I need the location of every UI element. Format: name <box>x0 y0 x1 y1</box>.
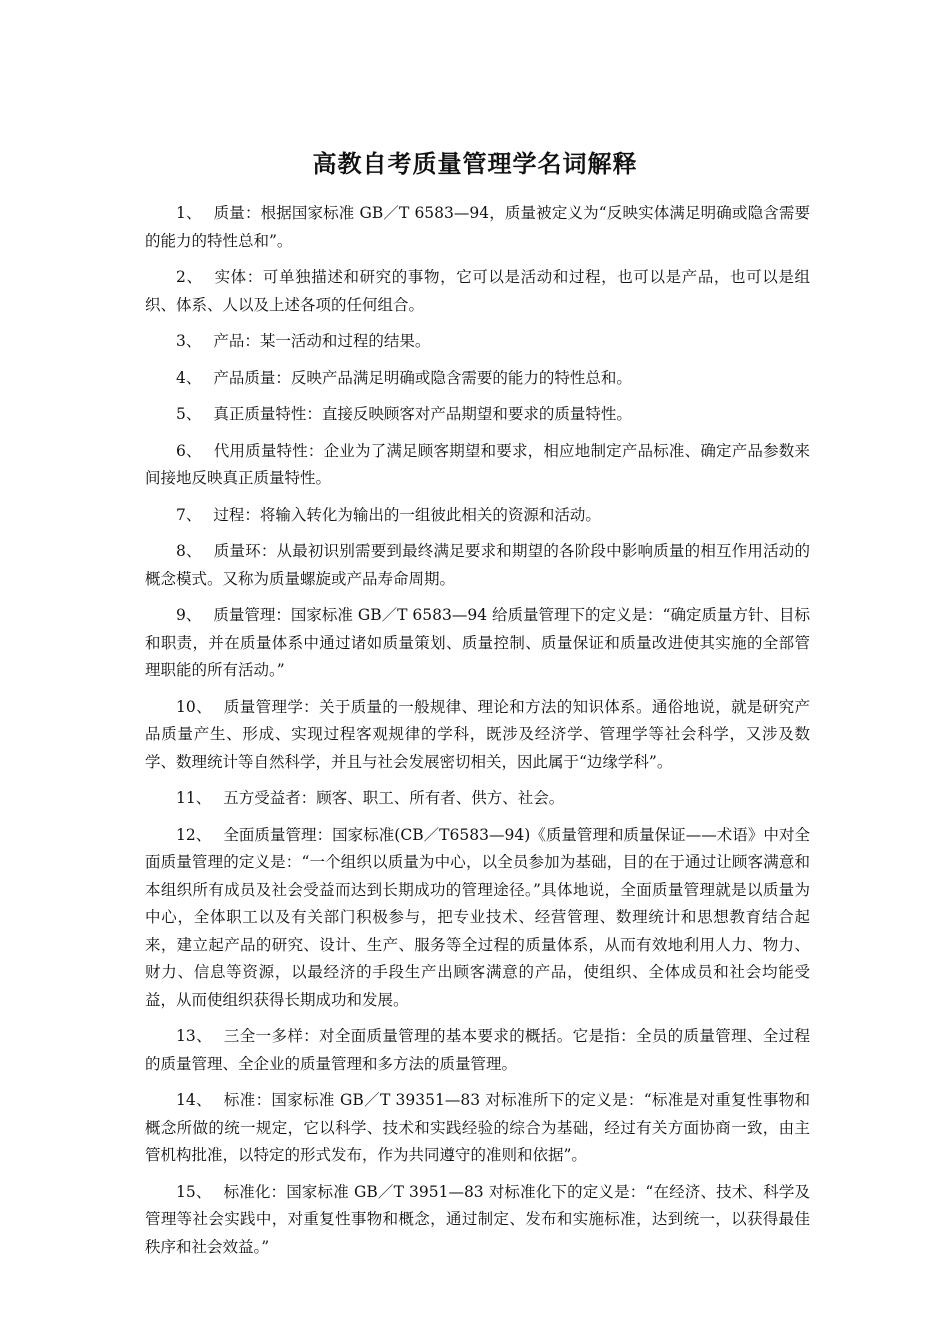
entry-text: 五方受益者：顾客、职工、所有者、供方、社会。 <box>223 789 565 807</box>
entry-4 <box>145 365 810 393</box>
entry-8 <box>145 538 810 593</box>
entry-text: 代用质量特性：企业为了满足顾客期望和要求，相应地制定产品标准、确定产品参数来间接地反映真正质量特性。 <box>145 441 810 487</box>
entry-number: 14、 <box>176 1091 212 1109</box>
document-title: 高教自考质量管理学名词解释 <box>312 150 638 178</box>
entry-6 <box>145 438 810 493</box>
entry-list <box>145 200 810 1270</box>
entry-10 <box>145 694 810 777</box>
entry-text: 三全一多样：对全面质量管理的基本要求的概括。它是指：全员的质量管理、全过程的质量管理、全企业的质量管理和多方法的质量管理。 <box>145 1027 810 1073</box>
entry-15 <box>145 1179 810 1262</box>
entry-13 <box>145 1023 810 1078</box>
entry-14 <box>145 1087 810 1170</box>
entry-number: 3、 <box>176 332 202 350</box>
entry-number: 8、 <box>176 542 202 560</box>
entry-number: 9、 <box>176 606 202 624</box>
entry-number: 2、 <box>176 268 203 286</box>
entry-text: 质量管理学：关于质量的一般规律、理论和方法的知识体系。通俗地说，就是研究产品质量产生、形成、实现过程客观规律的学科，既涉及经济学、管理学等社会科学，又涉及数学、数理统计等自然科学，并且与社会发展密切相关，因此属于“边缘学科”。 <box>145 697 810 771</box>
entry-number: 5、 <box>176 405 202 423</box>
entry-text: 标准：国家标准 GB／T 39351—83 对标准所下的定义是：“标准是对重复性事物和概念所做的统一规定，它以科学、技术和实践经验的综合为基础，经过有关方面协商一致，由主管机构批准，以特定的形式发布，作为共同遵守的准则和依据”。 <box>145 1091 810 1164</box>
entry-number: 6、 <box>176 441 202 460</box>
entry-text: 产品：某一活动和过程的结果。 <box>213 332 431 350</box>
entry-9 <box>145 602 810 685</box>
entry-number: 11、 <box>176 789 212 807</box>
entry-number: 7、 <box>176 505 202 524</box>
entry-1 <box>145 200 810 255</box>
entry-text: 真正质量特性：直接反映顾客对产品期望和要求的质量特性。 <box>213 405 632 423</box>
entry-number: 10、 <box>176 697 212 716</box>
entry-number: 13、 <box>176 1027 212 1045</box>
entry-text: 标准化：国家标准 GB／T 3951—83 对标准化下的定义是：“在经济、技术、科学及管理等社会实践中，对重复性事物和概念，通过制定、发布和实施标准，达到统一，以获得最佳秩序和社会效益。” <box>145 1182 810 1256</box>
entry-2 <box>145 264 810 319</box>
entry-number: 4、 <box>176 368 202 387</box>
entry-text: 实体：可单独描述和研究的事物，它可以是活动和过程，也可以是产品，也可以是组织、体系、人以及上述各项的任何组合。 <box>145 268 810 314</box>
entry-text: 质量：根据国家标准 GB／T 6583—94，质量被定义为“反映实体满足明确或隐含需要的能力的特性总和”。 <box>145 204 810 250</box>
entry-11 <box>145 785 810 813</box>
entry-text: 质量管理：国家标准 GB／T 6583—94 给质量管理下的定义是：“确定质量方针、目标和职责，并在质量体系中通过诸如质量策划、质量控制、质量保证和质量改进使其实施的全部管理职能的所有活动。” <box>145 606 810 679</box>
entry-text: 全面质量管理：国家标准(CB／T6583—94)《质量管理和质量保证——术语》中对全面质量管理的定义是：“一个组织以质量为中心，以全员参加为基础，目的在于通过让顾客满意和本组织所有成员及社会受益而达到长期成功的管理途径。”具体地说，全面质量管理就是以质量为中心，全体职工以及有关部门积极参与，把专业技术、经营管理、数理统计和思想教育结合起来，建立起产品的研究、设计、生产、服务等全过程的质量体系，从而有效地利用人力、物力、财力、信息等资源，以最经济的手段生产出顾客满意的产品，使组织、全体成员和社会均能受益，从而使组织获得长期成功和发展。 <box>145 825 810 1009</box>
entry-12 <box>145 822 810 1015</box>
entry-number: 15、 <box>176 1182 212 1201</box>
entry-text: 质量环：从最初识别需要到最终满足要求和期望的各阶段中影响质量的相互作用活动的概念模式。又称为质量螺旋或产品寿命周期。 <box>145 542 810 588</box>
entry-3 <box>145 328 810 356</box>
entry-number: 12、 <box>176 825 212 844</box>
entry-text: 过程：将输入转化为输出的一组彼此相关的资源和活动。 <box>213 505 601 524</box>
entry-5 <box>145 401 810 429</box>
entry-text: 产品质量：反映产品满足明确或隐含需要的能力的特性总和。 <box>213 368 632 387</box>
entry-number: 1、 <box>176 204 202 222</box>
entry-7 <box>145 502 810 530</box>
